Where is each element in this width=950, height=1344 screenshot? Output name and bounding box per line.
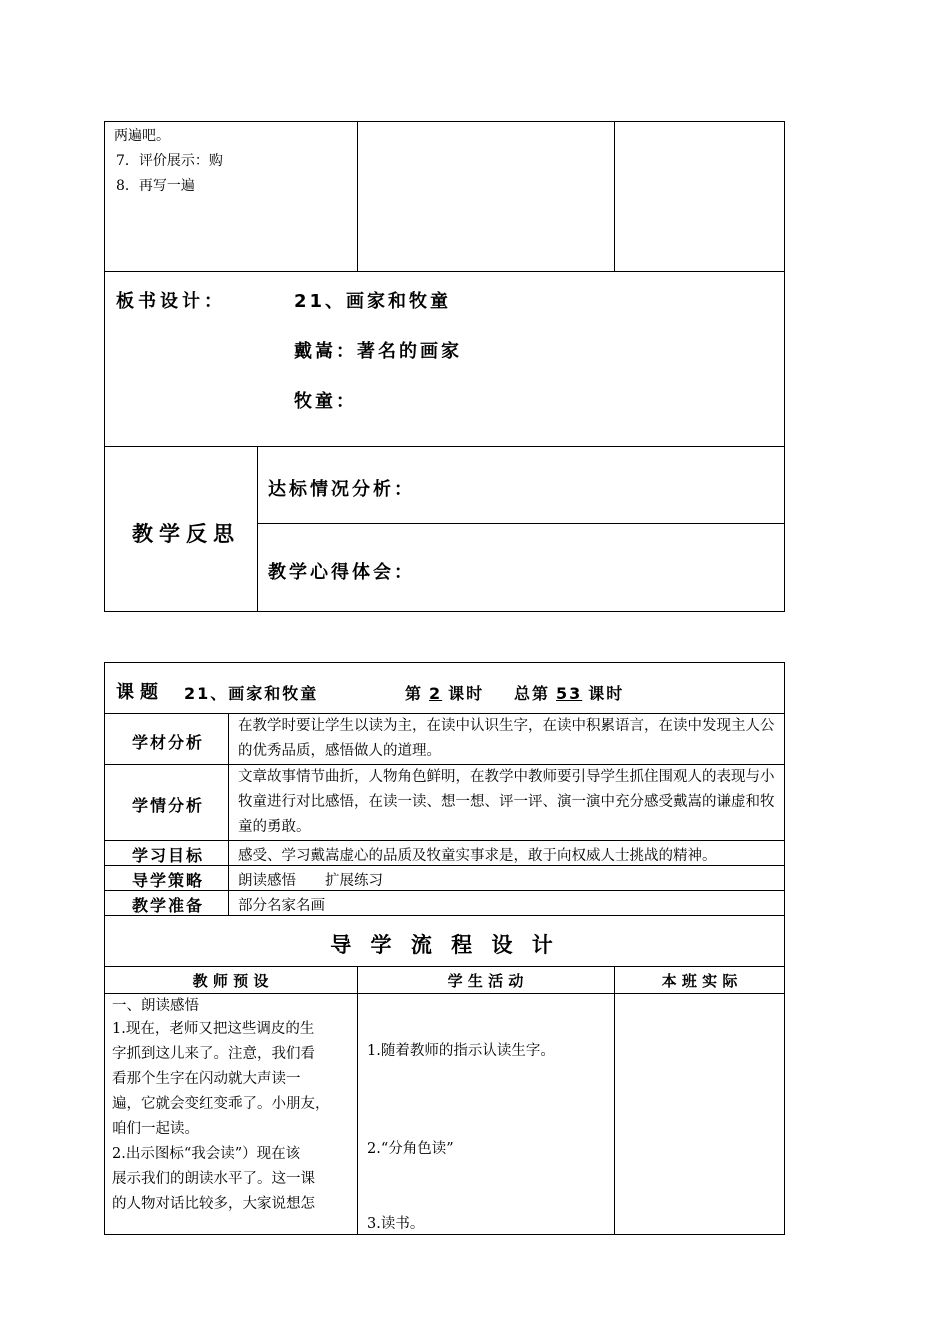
divider: [104, 865, 785, 866]
divider: [357, 966, 358, 1235]
divider: [104, 890, 785, 891]
divider: [357, 121, 358, 271]
student-activity-3: 3.读书。: [367, 1216, 425, 1232]
period-prefix: 第: [405, 684, 424, 703]
student-activity-2: 2.“分角色读”: [367, 1141, 454, 1157]
reflection-label: 教学反思: [132, 522, 240, 546]
row-label-student: 学情分析: [132, 796, 205, 815]
divider: [614, 966, 615, 1235]
period-num: 2: [429, 684, 443, 703]
divider: [257, 523, 785, 524]
teacher-line: 咱们一起读。: [112, 1121, 199, 1137]
row-text-prep: 部分名家名画: [238, 898, 325, 914]
col-header-student: 学 生 活 动: [447, 972, 524, 990]
period-info: [405, 681, 484, 704]
row-text-material: 在教学时要让学生以读为主，在读中认识生字，在读中积累语言，在读中发现主人公的优秀品质，感悟做人的道理。: [238, 718, 775, 759]
flow-title: 导 学 流 程 设 计: [330, 933, 559, 957]
divider: [104, 446, 785, 447]
topic-value: 21、画家和牧童: [184, 684, 319, 703]
row-text-goal: 感受、学习戴嵩虚心的品质及牧童实事求是，敢于向权威人士挑战的精神。: [238, 848, 717, 864]
total-num: 53: [556, 684, 583, 703]
teacher-plan: [112, 995, 355, 1217]
prev-line: 7．评价展示：购: [116, 153, 223, 169]
divider: [228, 713, 229, 915]
teacher-line: 2.出示图标“我会读”）现在该: [112, 1146, 301, 1162]
prev-line: 两遍吧。: [114, 128, 170, 144]
row-label-goal: 学习目标: [132, 846, 205, 865]
reflection-experience: 教学心得体会：: [268, 562, 415, 583]
row-text-student: 文章故事情节曲折，人物角色鲜明，在教学中教师要引导学生抓住围观人的表现与小牧童进行对比感悟，在读一读、想一想、评一评、演一演中充分感受戴嵩的谦虚和牧童的勇敢。: [238, 769, 775, 835]
divider: [104, 993, 785, 994]
divider: [257, 446, 258, 612]
col-header-actual: 本 班 实 际: [661, 972, 738, 990]
divider: [104, 966, 785, 967]
total-suffix: 课时: [588, 684, 625, 703]
row-label-prep: 教学准备: [132, 896, 205, 915]
teacher-line: 的人物对话比较多，大家说想怎: [112, 1196, 315, 1212]
board-line-title: 21、画家和牧童: [294, 291, 452, 312]
board-label: 板书设计：: [116, 291, 226, 312]
row-label-strategy: 导学策略: [132, 871, 205, 890]
divider: [104, 271, 785, 272]
teacher-line: 一、朗读感悟: [112, 998, 199, 1014]
board-line-daisong: 戴嵩：著名的画家: [294, 341, 462, 362]
period-suffix: 课时: [448, 684, 485, 703]
row-text-strategy: 朗读感悟 扩展练习: [238, 873, 383, 889]
teacher-line: 看那个生字在闪动就大声读一: [112, 1071, 301, 1087]
teacher-line: 字抓到这儿来了。注意，我们看: [112, 1046, 315, 1062]
col-header-teacher: 教 师 预 设: [192, 972, 269, 990]
row-label-material: 学材分析: [132, 733, 205, 752]
divider: [104, 915, 785, 916]
prev-line: 8．再写一遍: [116, 178, 195, 194]
teacher-line: 1.现在，老师又把这些调皮的生: [112, 1021, 315, 1037]
teacher-line: 展示我们的朗读水平了。这一课: [112, 1171, 315, 1187]
topic-label: 课题: [116, 682, 164, 703]
divider: [104, 840, 785, 841]
teacher-line: 遍，它就会变红变乖了。小朋友，: [112, 1096, 330, 1112]
divider: [614, 121, 615, 271]
total-info: [514, 681, 624, 704]
total-prefix: 总第: [514, 684, 551, 703]
student-activity-1: 1.随着教师的指示认读生字。: [367, 1043, 555, 1059]
board-line-mutong: 牧童：: [294, 391, 357, 412]
reflection-analysis: 达标情况分析：: [268, 479, 415, 500]
